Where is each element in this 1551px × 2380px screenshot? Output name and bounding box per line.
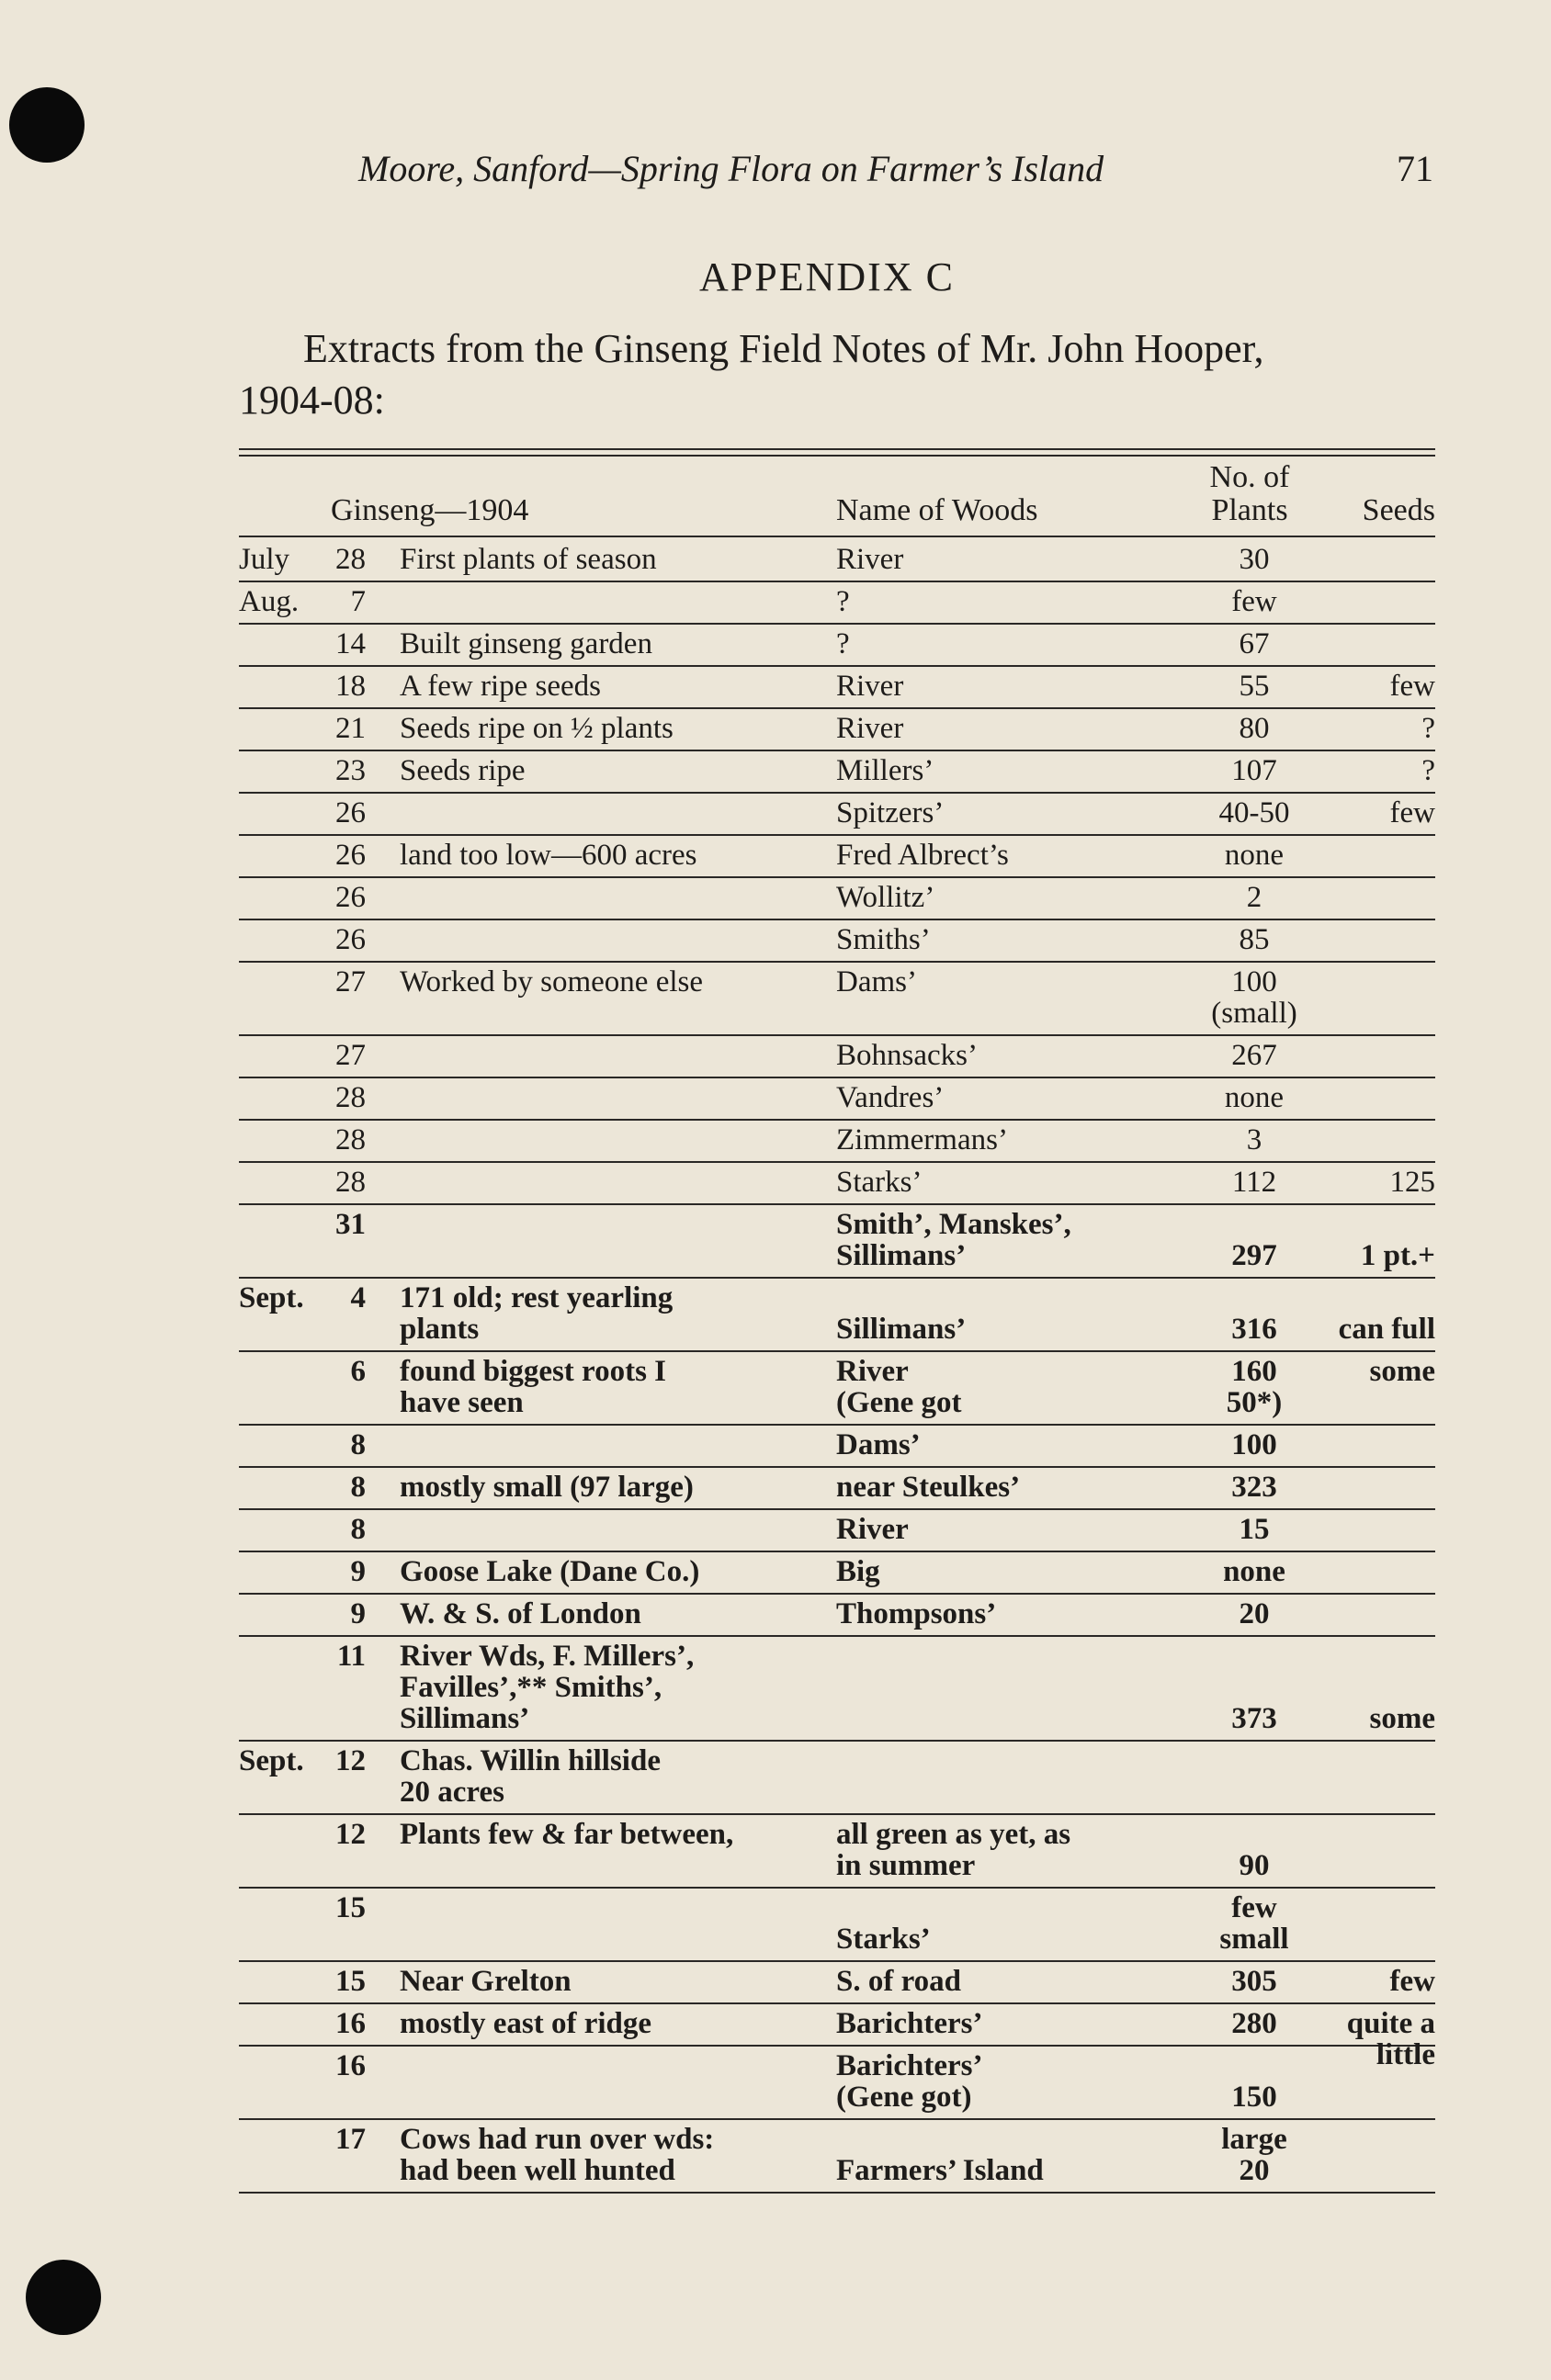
row-seeds: ? [1421,712,1435,745]
row-plants: 150 [1231,2081,1277,2114]
row-woods: Wollitz’ [836,881,935,914]
table-row [239,1637,1435,1742]
table-body [239,540,1435,2194]
intro-line-2: 1904-08: [239,378,385,423]
row-woods: Vandres’ [836,1081,945,1114]
row-month: Sept. [239,1744,304,1777]
col-header-woods: Name of Woods [836,493,1038,527]
row-woods: ? [836,585,850,618]
table-row [239,582,1435,625]
row-plants: large 20 [1221,2123,1287,2187]
table-row [239,1279,1435,1352]
row-day: 28 [335,543,366,576]
table-row [239,1426,1435,1468]
row-plants: 85 [1239,923,1270,956]
row-plants: 20 [1239,1597,1270,1630]
table-row [239,751,1435,794]
row-woods: Farmers’ Island [836,2154,1044,2187]
row-event: W. & S. of London [400,1597,641,1630]
row-day: 6 [350,1355,366,1388]
row-event: Plants few & far between, [400,1818,734,1851]
table-row [239,1552,1435,1595]
row-plants: 112 [1231,1166,1277,1199]
table-row [239,625,1435,667]
row-day: 7 [350,585,366,618]
table-row [239,878,1435,920]
row-woods: River [836,712,904,745]
row-day: 26 [335,839,366,872]
row-day: 17 [335,2123,366,2156]
row-day: 8 [350,1513,366,1546]
row-event: Worked by someone else [400,965,703,998]
row-day: 18 [335,670,366,703]
page-number: 71 [1397,148,1433,189]
row-seeds: few [1389,1965,1435,1998]
table-row [239,836,1435,878]
row-day: 26 [335,881,366,914]
table-row [239,1078,1435,1121]
binder-hole [9,87,85,163]
row-plants: few [1231,585,1277,618]
table-row [239,1595,1435,1637]
row-plants: 107 [1231,754,1277,787]
row-woods: Big [836,1555,880,1588]
table-row [239,1889,1435,1962]
row-day: 28 [335,1081,366,1114]
row-event: Near Grelton [400,1965,572,1998]
intro-line-1: Extracts from the Ginseng Field Notes of Mr. John Hooper, [303,326,1264,371]
table-row [239,1962,1435,2004]
row-plants: 160 50*) [1226,1355,1283,1419]
table-row [239,1121,1435,1163]
row-plants: 55 [1239,670,1270,703]
row-seeds: ? [1421,754,1435,787]
table-row [239,1468,1435,1510]
row-seeds: can full [1338,1313,1435,1346]
table-row [239,963,1435,1036]
row-event: mostly east of ridge [400,2007,652,2040]
row-day: 16 [335,2007,366,2040]
row-plants: none [1224,1081,1285,1114]
row-plants: 67 [1239,627,1270,660]
row-woods: Starks’ [836,1923,931,1956]
row-plants: 100 (small) [1211,965,1297,1030]
row-plants: 30 [1239,543,1270,576]
table-top-rule [239,448,1435,457]
col-header-date: Ginseng—1904 [331,493,529,527]
row-day: 28 [335,1123,366,1156]
row-plants: 90 [1239,1849,1270,1882]
row-day: 11 [336,1640,366,1673]
row-woods: Dams’ [836,965,917,998]
row-day: 14 [335,627,366,660]
row-woods: Zimmermans’ [836,1123,1008,1156]
row-day: 8 [350,1428,366,1461]
table-row [239,2004,1435,2071]
row-woods: Dams’ [836,1428,921,1461]
row-day: 9 [350,1597,366,1630]
row-plants: 3 [1246,1123,1262,1156]
row-woods: River [836,670,904,703]
row-woods: Sillimans’ [836,1313,967,1346]
table-row [239,920,1435,963]
row-woods: ? [836,627,850,660]
row-day: 12 [335,1744,366,1777]
row-event: mostly small (97 large) [400,1471,694,1504]
row-woods: Barichters’ (Gene got) [836,2049,983,2114]
table-row [239,667,1435,709]
table-row [239,1163,1435,1205]
row-woods: River [836,1513,909,1546]
row-woods: Millers’ [836,754,934,787]
row-seeds: 1 pt.+ [1360,1239,1435,1272]
row-woods: Fred Albrect’s [836,839,1009,872]
row-day: 21 [335,712,366,745]
row-event: A few ripe seeds [400,670,602,703]
row-woods: Starks’ [836,1166,923,1199]
row-plants: 305 [1231,1965,1277,1998]
row-day: 15 [335,1965,366,1998]
col-header-plants: No. of Plants [1209,460,1290,527]
row-plants: 267 [1231,1039,1277,1072]
row-woods: River [836,543,904,576]
row-plants: 373 [1231,1702,1277,1735]
row-plants: 100 [1231,1428,1277,1461]
row-woods: Smiths’ [836,923,931,956]
table-header-rule [239,536,1435,537]
table-row [239,1815,1435,1889]
table-row [239,2047,1435,2120]
row-plants: 2 [1246,881,1262,914]
row-woods: Bohnsacks’ [836,1039,978,1072]
row-plants: none [1224,839,1285,872]
row-event: Built ginseng garden [400,627,652,660]
row-month: July [239,543,290,576]
row-seeds: quite a little [1346,2007,1435,2071]
row-event: First plants of season [400,543,657,576]
row-month: Sept. [239,1281,304,1314]
row-event: Seeds ripe [400,754,526,787]
row-day: 23 [335,754,366,787]
table-row [239,709,1435,751]
row-plants: 316 [1231,1313,1277,1346]
table-row [239,1510,1435,1552]
row-plants: few small [1219,1891,1289,1956]
row-event: Goose Lake (Dane Co.) [400,1555,700,1588]
binder-hole [26,2260,101,2335]
row-seeds: few [1389,796,1435,829]
row-plants: 40-50 [1218,796,1290,829]
row-plants: none [1223,1555,1285,1588]
row-woods: near Steulkes’ [836,1471,1021,1504]
table-row [239,794,1435,836]
row-plants: 15 [1239,1513,1270,1546]
row-event: land too low—600 acres [400,839,697,872]
table-row [239,1352,1435,1426]
row-day: 31 [335,1208,366,1241]
row-day: 16 [335,2049,366,2082]
table-row [239,1742,1435,1815]
row-day: 28 [335,1166,366,1199]
row-day: 9 [350,1555,366,1588]
row-day: 26 [335,923,366,956]
row-plants: 80 [1239,712,1270,745]
col-header-seeds: Seeds [1362,493,1435,527]
row-woods: Barichters’ [836,2007,983,2040]
row-day: 27 [335,1039,366,1072]
row-event: found biggest roots I have seen [400,1355,667,1419]
row-seeds: few [1389,670,1435,703]
row-day: 26 [335,796,366,829]
row-seeds: some [1369,1702,1435,1735]
row-seeds: some [1369,1355,1435,1388]
row-day: 15 [335,1891,366,1924]
row-event: Cows had run over wds: had been well hunted [400,2123,715,2187]
row-seeds: 125 [1389,1166,1435,1199]
row-woods: all green as yet, as in summer [836,1818,1071,1882]
table-header [239,459,1435,533]
row-woods: S. of road [836,1965,961,1998]
row-woods: Spitzers’ [836,796,945,829]
row-plants: 323 [1231,1471,1277,1504]
row-event: River Wds, F. Millers’, Favilles’,** Smiths’, Sillimans’ [400,1640,695,1735]
row-plants: 297 [1231,1239,1277,1272]
table-row [239,2120,1435,2194]
row-event: Seeds ripe on ½ plants [400,712,674,745]
row-day: 8 [350,1471,366,1504]
appendix-title: APPENDIX C [699,254,955,299]
table-row [239,1036,1435,1078]
row-woods: Smith’, Manskes’, Sillimans’ [836,1208,1071,1272]
row-day: 12 [335,1818,366,1851]
row-woods: Thompsons’ [836,1597,997,1630]
row-day: 27 [335,965,366,998]
running-title: Moore, Sanford—Spring Flora on Farmer’s Island [358,148,1104,189]
row-event: Chas. Willin hillside 20 acres [400,1744,661,1809]
table-row [239,1205,1435,1279]
row-woods: River (Gene got [836,1355,962,1419]
intro-paragraph [239,323,1438,426]
row-plants: 280 [1231,2007,1277,2040]
table-row [239,540,1435,582]
row-event: 171 old; rest yearling plants [400,1281,674,1346]
row-month: Aug. [239,585,300,618]
row-day: 4 [350,1281,366,1314]
